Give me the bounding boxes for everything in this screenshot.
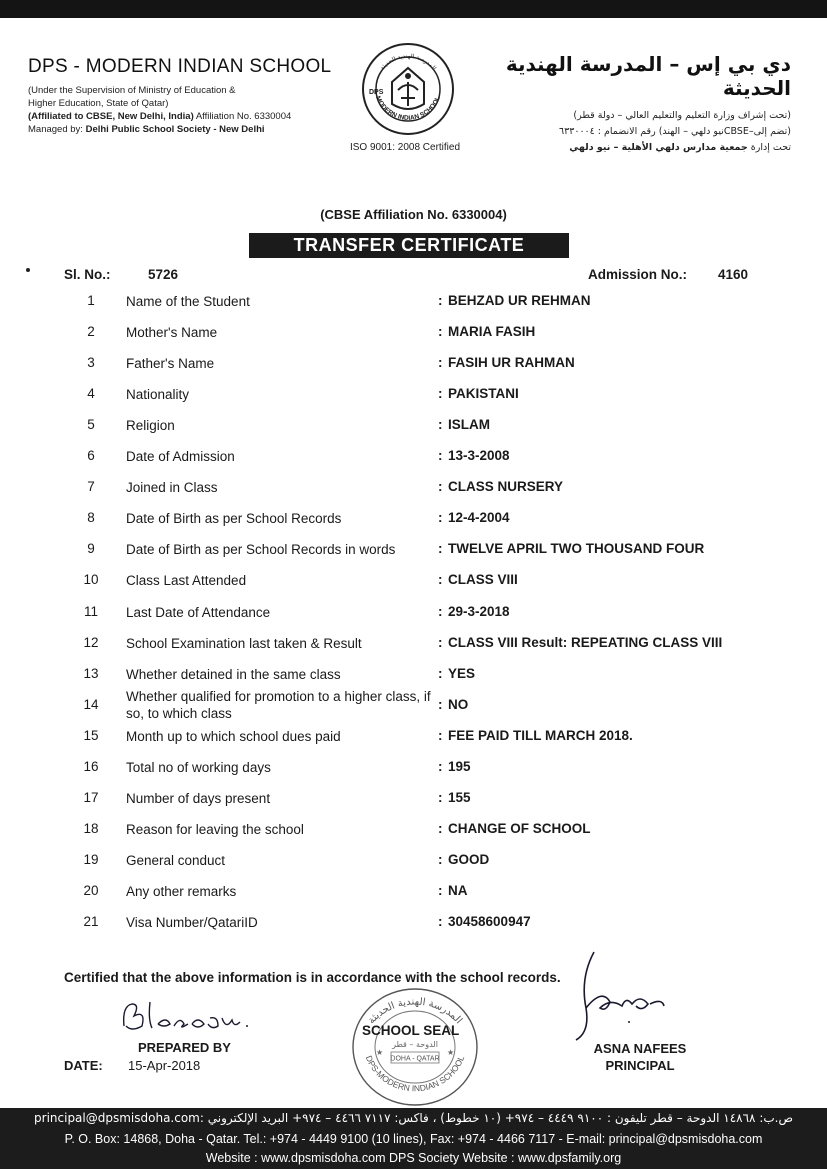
header-right-arabic bbox=[491, 52, 791, 156]
field-value: 30458600947 bbox=[448, 914, 531, 929]
field-colon: : bbox=[438, 789, 443, 805]
arabic-managed-prefix: تحت إدارة bbox=[747, 142, 791, 153]
field-colon: : bbox=[438, 324, 443, 340]
field-label: Class Last Attended bbox=[126, 573, 247, 589]
field-number: 17 bbox=[83, 789, 99, 805]
field-colon: : bbox=[438, 386, 443, 402]
field-row bbox=[0, 914, 827, 945]
admission-no-value: 4160 bbox=[718, 267, 749, 282]
field-row bbox=[0, 759, 827, 790]
logo-text-top: المدرسة الهندية الحديثة bbox=[378, 52, 438, 72]
arabic-supervision-line: (تحت إشراف وزارة التعليم والتعليم العالي – دولة قطر) bbox=[573, 110, 791, 121]
field-number: 11 bbox=[83, 603, 98, 619]
field-row bbox=[0, 635, 827, 666]
top-border-band bbox=[0, 0, 827, 18]
field-value: CLASS NURSERY bbox=[448, 479, 564, 495]
field-row bbox=[0, 688, 827, 728]
school-seal-label: SCHOOL SEAL bbox=[362, 1023, 460, 1038]
field-value: 13-3-2008 bbox=[448, 448, 510, 464]
footer-arabic-line: principal@dpsmisdoha.com: ص.ب: ١٤٨٦٨ الدوحة – قطر تليفون : ٩١٠٠ ٤٤٤٩ – ٩٧٤+ (١٠ خطوط) ، فاكس: ٧١١٧ ٤٤٦٦ – ٩٧٤+ البريد الإلكتروني bbox=[34, 1111, 793, 1125]
field-label: Date of Birth as per School Records in words bbox=[126, 542, 396, 558]
field-number: 15 bbox=[83, 727, 99, 743]
logo-text-side: DPS bbox=[369, 89, 384, 96]
field-value: YES bbox=[448, 665, 476, 681]
field-label: Nationality bbox=[126, 387, 190, 403]
field-label: Last Date of Attendance bbox=[126, 604, 271, 620]
field-value: ISLAM bbox=[448, 417, 490, 433]
cbse-affiliation: (CBSE Affiliation No. 6330004) bbox=[320, 207, 507, 222]
field-label: Whether detained in the same class bbox=[126, 666, 341, 682]
field-number: 20 bbox=[83, 882, 99, 898]
field-label: Reason for leaving the school bbox=[126, 821, 304, 837]
certificate-title: TRANSFER CERTIFICATE bbox=[249, 233, 569, 258]
affiliation-number: Affiliation No. 6330004 bbox=[193, 111, 292, 122]
field-colon: : bbox=[438, 758, 443, 774]
field-value: BEHZAD UR REHMAN bbox=[448, 293, 591, 308]
affiliation-line bbox=[28, 110, 348, 123]
field-row bbox=[0, 852, 827, 883]
field-label: General conduct bbox=[126, 852, 226, 868]
supervision-line-1: (Under the Supervision of Ministry of Education & bbox=[28, 85, 236, 96]
principal-title: PRINCIPAL bbox=[605, 1058, 675, 1073]
supervision-line-2: Higher Education, State of Qatar) bbox=[28, 98, 169, 109]
field-number: 12 bbox=[83, 634, 99, 650]
field-row bbox=[0, 883, 827, 914]
field-label: Whether qualified for promotion to a higher class, if so, to which class bbox=[126, 688, 431, 721]
field-value: FEE PAID TILL MARCH 2018. bbox=[448, 727, 633, 743]
field-colon: : bbox=[438, 293, 443, 308]
field-number: 8 bbox=[87, 510, 95, 526]
field-colon: : bbox=[438, 882, 443, 898]
footer-band bbox=[0, 1108, 827, 1169]
field-number: 3 bbox=[87, 355, 95, 371]
field-row bbox=[0, 417, 827, 448]
footer-contact-line: P. O. Box: 14868, Doha - Qatar. Tel.: +974 - 4449 9100 (10 lines), Fax: +974 - 4466 7117 - E-mail: principal@dpsmisdoha.com bbox=[64, 1132, 763, 1146]
principal-signature bbox=[566, 948, 676, 1044]
field-number: 6 bbox=[87, 448, 95, 464]
field-number: 18 bbox=[83, 820, 99, 836]
field-row bbox=[0, 790, 827, 821]
field-value: FASIH UR RAHMAN bbox=[448, 355, 575, 371]
logo-text-bottom: MODERN INDIAN SCHOOL bbox=[374, 95, 442, 122]
footer-website-line: Website : www.dpsmisdoha.com DPS Society Website : www.dpsfamily.org bbox=[205, 1151, 622, 1165]
field-number: 14 bbox=[83, 696, 99, 712]
field-colon: : bbox=[438, 820, 443, 836]
admission-no-label: Admission No.: bbox=[588, 267, 688, 282]
field-colon: : bbox=[438, 665, 443, 681]
field-number: 19 bbox=[83, 851, 99, 867]
field-value: CHANGE OF SCHOOL bbox=[448, 820, 591, 836]
school-name-arabic: دي بي إس – المدرسة الهندية الحديثة bbox=[505, 52, 791, 100]
affiliation-bold: (Affiliated to CBSE, New Delhi, India) bbox=[28, 111, 194, 122]
field-value: MARIA FASIH bbox=[448, 324, 536, 340]
preparer-signature bbox=[118, 996, 278, 1040]
field-label: Father's Name bbox=[126, 356, 215, 372]
field-label: Joined in Class bbox=[126, 480, 218, 496]
school-logo bbox=[361, 42, 455, 136]
field-value: TWELVE APRIL TWO THOUSAND FOUR bbox=[448, 541, 705, 557]
field-value: CLASS VIII Result: REPEATING CLASS VIII bbox=[448, 634, 723, 650]
field-colon: : bbox=[438, 603, 443, 619]
header-left bbox=[28, 56, 348, 136]
field-number: 21 bbox=[83, 914, 99, 929]
field-row bbox=[0, 448, 827, 479]
field-label: Number of days present bbox=[126, 790, 271, 806]
iso-certified: ISO 9001: 2008 Certified bbox=[349, 142, 461, 153]
field-colon: : bbox=[438, 510, 443, 526]
school-name: DPS - MODERN INDIAN SCHOOL bbox=[28, 56, 332, 77]
field-label: Any other remarks bbox=[126, 883, 237, 899]
field-value: 155 bbox=[448, 789, 471, 805]
field-label: Name of the Student bbox=[126, 294, 250, 309]
arabic-managed-by-line bbox=[491, 140, 791, 156]
field-colon: : bbox=[438, 417, 443, 433]
seal-arabic-text: المدرسة الهندية الحديثة bbox=[366, 996, 465, 1027]
field-label: Date of Admission bbox=[126, 449, 235, 465]
field-row bbox=[0, 604, 827, 635]
field-row bbox=[0, 386, 827, 417]
field-value: CLASS VIII bbox=[448, 572, 518, 588]
field-colon: : bbox=[438, 727, 443, 743]
field-row bbox=[0, 728, 827, 759]
seal-doha-arabic: الدوحة – قطر bbox=[392, 1040, 438, 1049]
field-colon: : bbox=[438, 572, 443, 588]
field-number: 9 bbox=[87, 541, 95, 557]
managed-by-prefix: Managed by: bbox=[28, 124, 86, 135]
field-colon: : bbox=[438, 541, 443, 557]
field-label: Total no of working days bbox=[126, 759, 271, 775]
principal-name: ASNA NAFEES bbox=[593, 1041, 687, 1056]
arabic-managed-society: جمعية مدارس دلهي الأهلية – نيو دلهي bbox=[569, 142, 748, 153]
field-label: Date of Birth as per School Records bbox=[126, 511, 342, 527]
seal-doha-text: DOHA - QATAR bbox=[390, 1055, 440, 1063]
field-label: Mother's Name bbox=[126, 325, 218, 341]
seal-star-right-icon: ★ bbox=[447, 1048, 455, 1057]
field-colon: : bbox=[438, 696, 443, 712]
field-number: 16 bbox=[83, 758, 99, 774]
field-value: NO bbox=[448, 696, 469, 712]
prepared-by-label: PREPARED BY bbox=[138, 1040, 231, 1055]
field-row bbox=[0, 572, 827, 603]
field-number: 5 bbox=[87, 417, 95, 433]
field-value: PAKISTANI bbox=[448, 386, 519, 402]
arabic-affiliation-line: (تضم إلى–CBSEنيو دلهي – الهند) رقم الانضمام : ٦٣٣٠٠٠٤ bbox=[559, 126, 791, 137]
managed-by-line bbox=[28, 123, 348, 136]
sl-no-value: 5726 bbox=[148, 267, 179, 282]
field-row bbox=[0, 510, 827, 541]
field-number: 1 bbox=[87, 293, 95, 308]
school-seal-stamp bbox=[350, 985, 480, 1110]
field-value: 29-3-2018 bbox=[448, 603, 510, 619]
field-row bbox=[0, 324, 827, 355]
field-value: 195 bbox=[448, 758, 471, 774]
field-row bbox=[0, 355, 827, 386]
field-number: 4 bbox=[87, 386, 95, 402]
field-value: GOOD bbox=[448, 851, 490, 867]
sl-no-label: Sl. No.: bbox=[64, 267, 111, 282]
field-colon: : bbox=[438, 634, 443, 650]
field-label: School Examination last taken & Result bbox=[126, 635, 362, 651]
field-number: 7 bbox=[87, 479, 95, 495]
date-value: 15-Apr-2018 bbox=[128, 1058, 201, 1073]
field-label: Visa Number/QatariID bbox=[126, 915, 258, 930]
field-number: 13 bbox=[83, 665, 99, 681]
field-number: 2 bbox=[87, 324, 95, 340]
field-row bbox=[0, 479, 827, 510]
field-colon: : bbox=[438, 448, 443, 464]
seal-english-text: DPS-MODERN INDIAN SCHOOL bbox=[363, 1054, 467, 1094]
field-number: 10 bbox=[83, 572, 99, 588]
field-value: NA bbox=[448, 882, 468, 898]
date-label: DATE: bbox=[64, 1058, 103, 1073]
field-row bbox=[0, 821, 827, 852]
stray-dot bbox=[26, 268, 30, 272]
field-value: 12-4-2004 bbox=[448, 510, 510, 526]
certification-statement: Certified that the above information is in accordance with the school records. bbox=[64, 970, 561, 985]
field-colon: : bbox=[438, 914, 443, 929]
field-row bbox=[0, 293, 827, 324]
field-label: Month up to which school dues paid bbox=[126, 728, 341, 744]
field-colon: : bbox=[438, 355, 443, 371]
field-colon: : bbox=[438, 851, 443, 867]
managed-by-society: Delhi Public School Society - New Delhi bbox=[85, 124, 265, 135]
field-row bbox=[0, 541, 827, 572]
field-label: Religion bbox=[126, 418, 175, 434]
field-colon: : bbox=[438, 479, 443, 495]
seal-star-left-icon: ★ bbox=[376, 1048, 384, 1057]
